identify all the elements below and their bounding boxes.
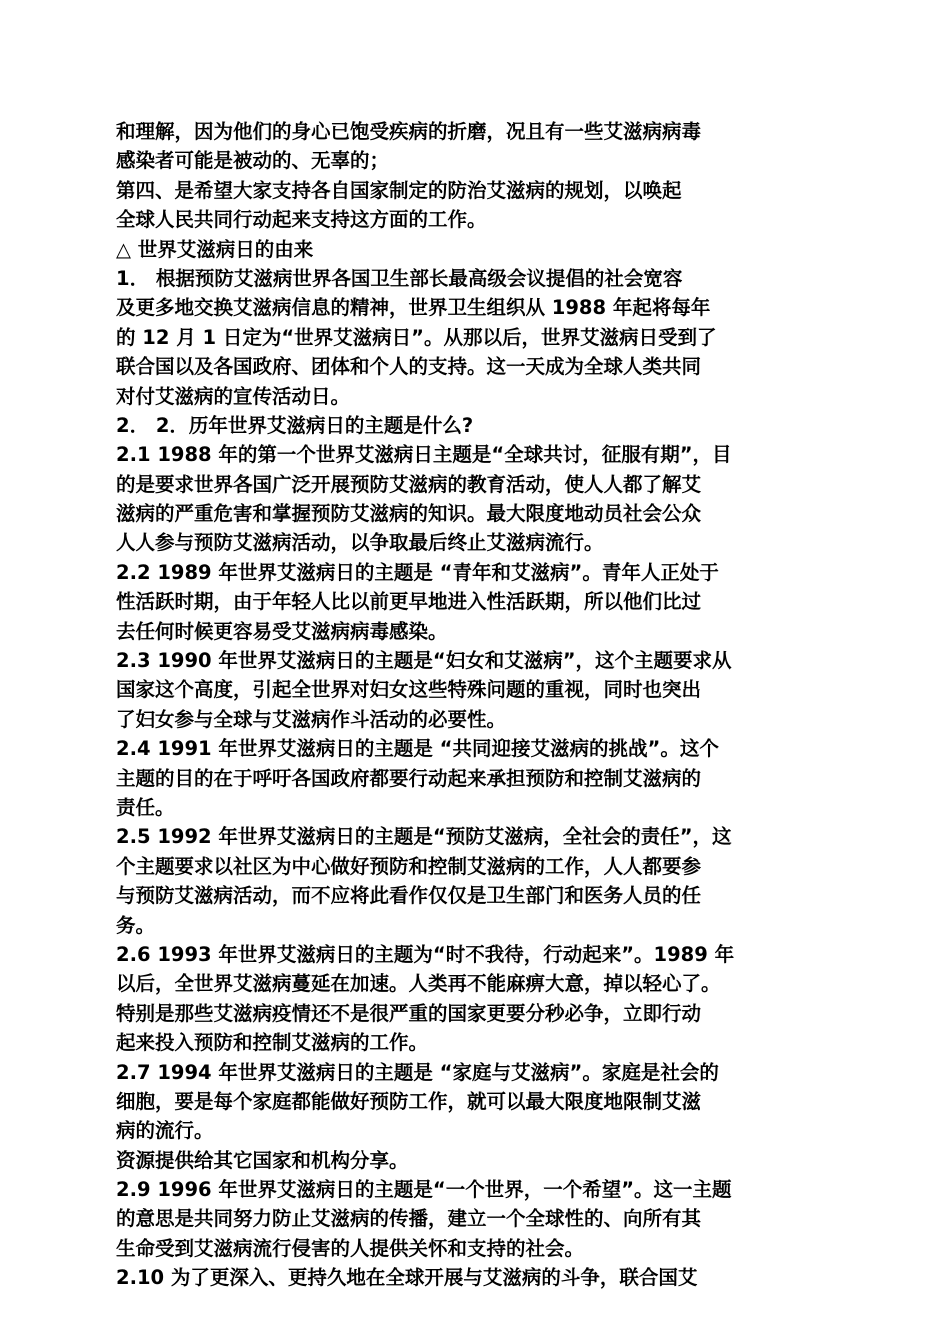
text-line: 病的流行。 [116,1119,214,1143]
document-body [116,117,846,1293]
section-heading: △ 世界艾滋病日的由来 [116,237,314,261]
text-line: 特别是那些艾滋病疫情还不是很严重的国家更要分秒必争，立即行动 [116,1001,702,1025]
text-line: 的 12 月 1 日定为“世界艾滋病日”。从那以后，世界艾滋病日受到了 [116,325,717,349]
text-line: 感染者可能是被动的、无辜的； [116,149,390,173]
text-line: 全球人民共同行动起来支持这方面的工作。 [116,208,487,232]
text-line: 第四、是希望大家支持各自国家制定的防治艾滋病的规划，以唤起 [116,178,682,202]
text-line: 对付艾滋病的宣传活动日。 [116,384,351,408]
text-line: 主题的目的在于呼吁各国政府都要行动起来承担预防和控制艾滋病的 [116,766,702,790]
text-line: 2.10 为了更深入、更持久地在全球开展与艾滋病的斗争，联合国艾 [116,1266,698,1290]
text-line: 的是要求世界各国广泛开展预防艾滋病的教育活动，使人人都了解艾 [116,472,702,496]
text-line: 和理解，因为他们的身心已饱受疾病的折磨，况且有一些艾滋病病毒 [116,120,702,143]
text-line: 资源提供给其它国家和机构分享。 [116,1148,409,1172]
text-line: 与预防艾滋病活动，而不应将此看作仅仅是卫生部门和医务人员的任 [116,884,702,908]
text-line: 2.1 1988 年的第一个世界艾滋病日主题是“全球共讨，征服有期”，目 [116,443,732,467]
text-line: 了妇女参与全球与艾滋病作斗活动的必要性。 [116,707,507,731]
text-line: 国家这个高度，引起全世界对妇女这些特殊问题的重视，同时也突出 [116,678,702,702]
text-line: 2.6 1993 年世界艾滋病日的主题为“时不我待，行动起来”。1989 年 [116,942,735,966]
text-line: 及更多地交换艾滋病信息的精神，世界卫生组织从 1988 年起将每年 [116,296,711,320]
text-line: 责任。 [116,795,175,819]
text-line: 生命受到艾滋病流行侵害的人提供关怀和支持的社会。 [116,1236,585,1260]
text-line: 2.9 1996 年世界艾滋病日的主题是“一个世界，一个希望”。这一主题 [116,1178,732,1202]
text-line: 2.3 1990 年世界艾滋病日的主题是“妇女和艾滋病”，这个主题要求从 [116,649,732,673]
text-line: 滋病的严重危害和掌握预防艾滋病的知识。最大限度地动员社会公众 [116,502,702,526]
text-line: 2.4 1991 年世界艾滋病日的主题是 “共同迎接艾滋病的挑战”。这个 [116,737,719,761]
text-line: 细胞，要是每个家庭都能做好预防工作，就可以最大限度地限制艾滋 [116,1089,702,1113]
text-line: 1． 根据预防艾滋病世界各国卫生部长最高级会议提倡的社会宽容 [116,266,683,290]
text-line: 以后，全世界艾滋病蔓延在加速。人类再不能麻痹大意，掉以轻心了。 [116,972,721,996]
text-line: 去任何时候更容易受艾滋病病毒感染。 [116,619,448,643]
text-line: 个主题要求以社区为中心做好预防和控制艾滋病的工作，人人都要参 [116,854,702,878]
text-line: 人人参与预防艾滋病活动，以争取最后终止艾滋病流行。 [116,531,604,555]
text-line: 2.2 1989 年世界艾滋病日的主题是 “青年和艾滋病”。青年人正处于 [116,560,719,584]
text-line: 起来投入预防和控制艾滋病的工作。 [116,1031,429,1055]
text-line: 2.5 1992 年世界艾滋病日的主题是“预防艾滋病，全社会的责任”，这 [116,825,732,849]
text-line: 务。 [116,913,156,937]
text-line: 联合国以及各国政府、团体和个人的支持。这一天成为全球人类共同 [116,355,702,379]
text-line: 2.7 1994 年世界艾滋病日的主题是 “家庭与艾滋病”。家庭是社会的 [116,1060,719,1084]
text-line: 的意思是共同努力防止艾滋病的传播，建立一个全球性的、向所有其 [116,1207,702,1231]
text-line: 性活跃时期，由于年轻人比以前更早地进入性活跃期，所以他们比过 [116,590,702,614]
section-heading: 2． 2．历年世界艾滋病日的主题是什么? [116,413,474,437]
